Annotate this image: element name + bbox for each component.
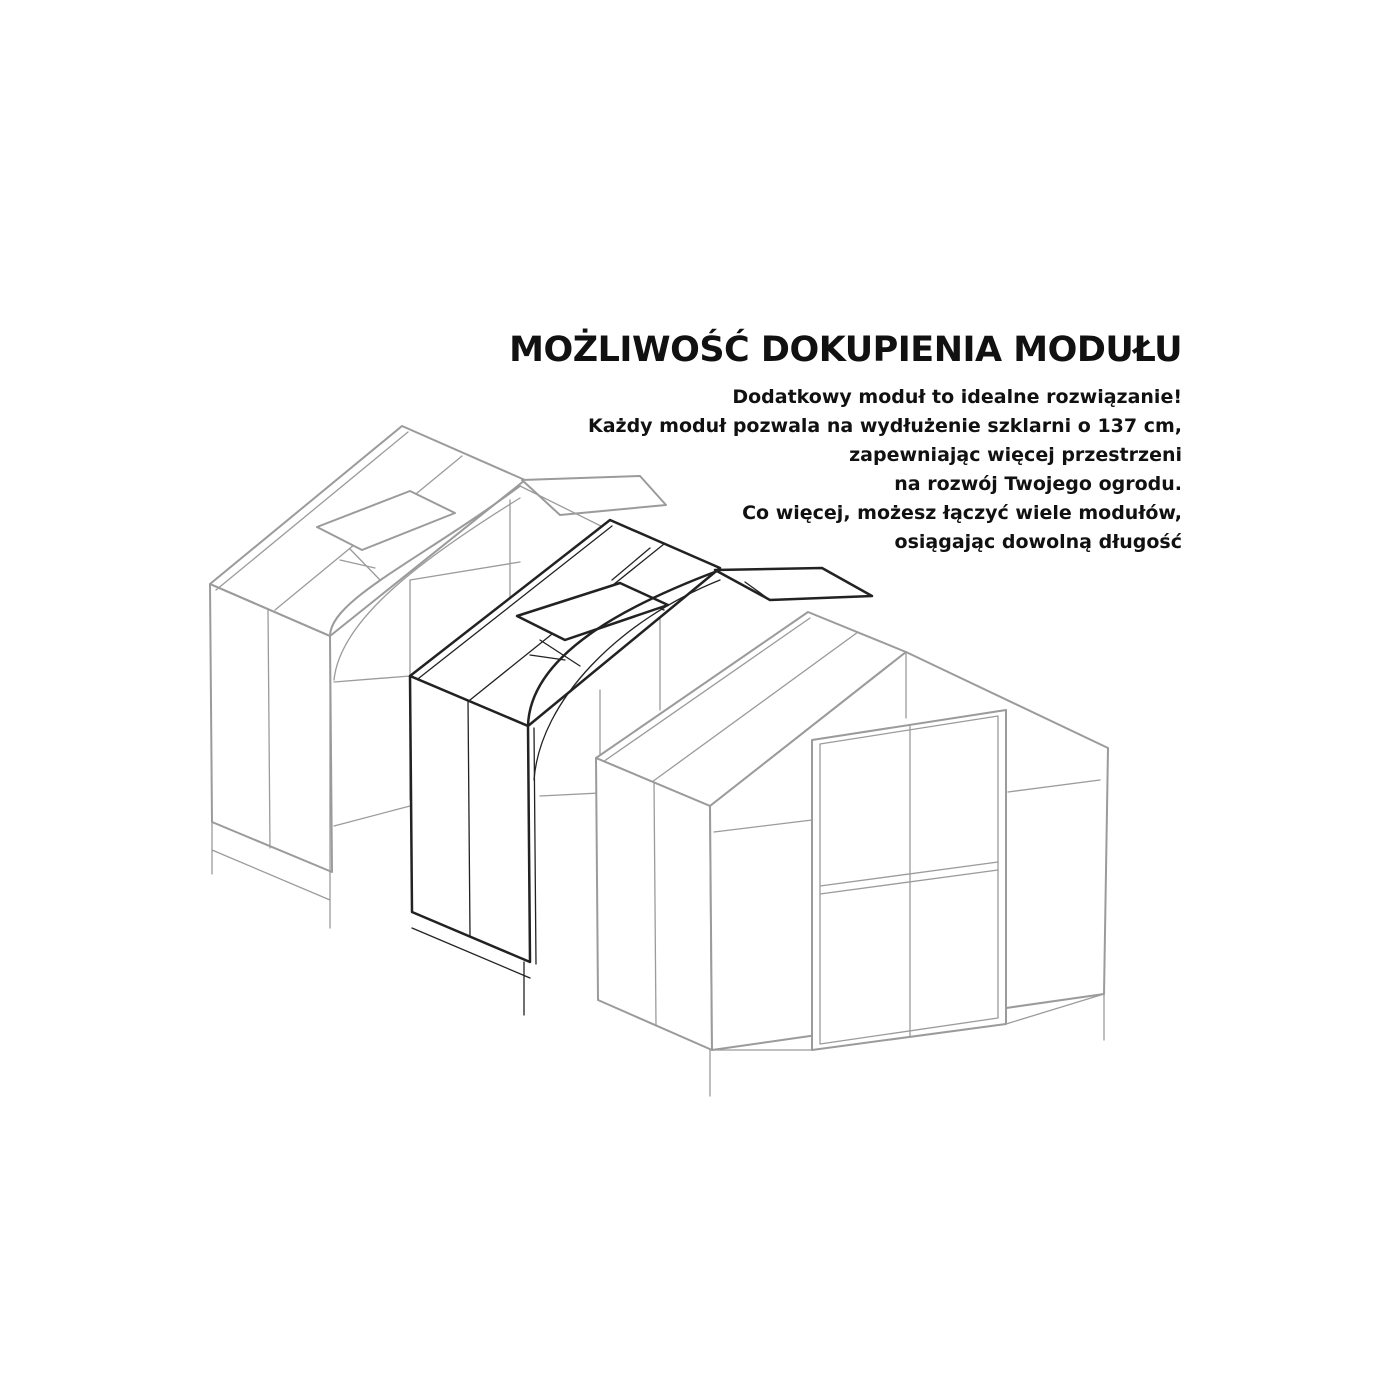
description-line: osiągając dowolną długość (894, 531, 1182, 553)
front-greenhouse-section (596, 612, 1108, 1096)
heading: MOŻLIWOŚĆ DOKUPIENIA MODUŁU (509, 330, 1182, 370)
description-line: Dodatkowy moduł to idealne rozwiązanie! (732, 386, 1182, 408)
description-line: na rozwój Twojego ogrodu. (894, 473, 1182, 495)
description-line: zapewniając więcej przestrzeni (849, 444, 1182, 466)
description (588, 383, 1182, 557)
description-line: Każdy moduł pozwala na wydłużenie szklarni o 137 cm, (587, 415, 1182, 437)
description-line: Co więcej, możesz łączyć wiele modułów, (742, 502, 1182, 524)
